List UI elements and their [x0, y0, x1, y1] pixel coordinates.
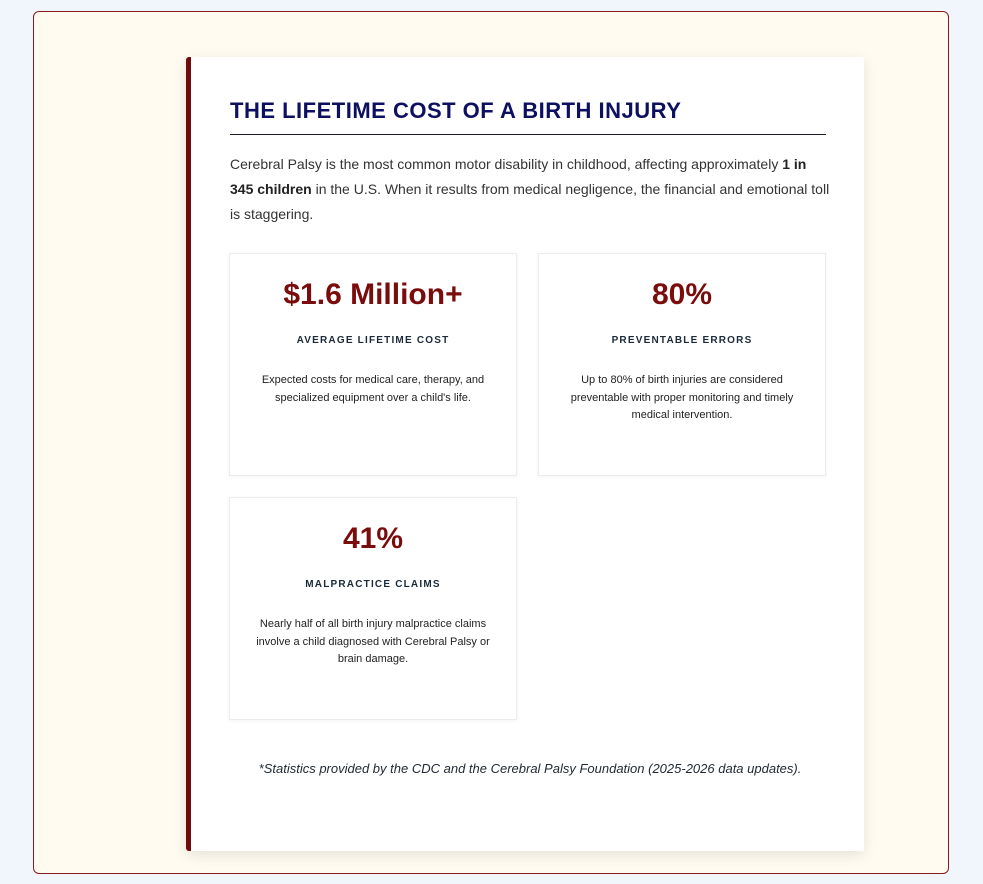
stat-description: Expected costs for medical care, therapy, and specialized equipment over a child's life. [261, 374, 485, 404]
stat-card-preventable-errors [538, 253, 826, 476]
article-card [186, 57, 864, 851]
stat-value: 80% [651, 278, 713, 311]
stat-label: MALPRACTICE CLAIMS [305, 579, 441, 590]
stat-card-lifetime-cost [229, 253, 517, 476]
stat-card-malpractice-claims [229, 497, 517, 720]
stat-description: Nearly half of all birth injury malpractice claims involve a child diagnosed with Cerebral Palsy or brain damage. [256, 618, 490, 665]
stat-value: 41% [342, 522, 404, 555]
footnote: *Statistics provided by the CDC and the Cerebral Palsy Foundation (2025-2026 data updates). [258, 761, 802, 776]
intro-text-end: in the U.S. When it results from medical negligence, the financial and emotional toll is staggering. [230, 181, 830, 222]
stat-label: PREVENTABLE ERRORS [611, 335, 753, 346]
stat-description: Up to 80% of birth injuries are considered preventable with proper monitoring and timely medical intervention. [570, 374, 794, 421]
page-title: THE LIFETIME COST OF A BIRTH INJURY [230, 98, 826, 135]
intro-text-start: Cerebral Palsy is the most common motor disability in childhood, affecting approximately [230, 156, 783, 172]
stat-value: $1.6 Million+ [283, 278, 463, 311]
stat-label: AVERAGE LIFETIME COST [296, 335, 450, 346]
intro-paragraph [230, 152, 830, 227]
intro-highlight: 1 in 345 children [230, 156, 807, 197]
outer-frame [33, 11, 949, 874]
